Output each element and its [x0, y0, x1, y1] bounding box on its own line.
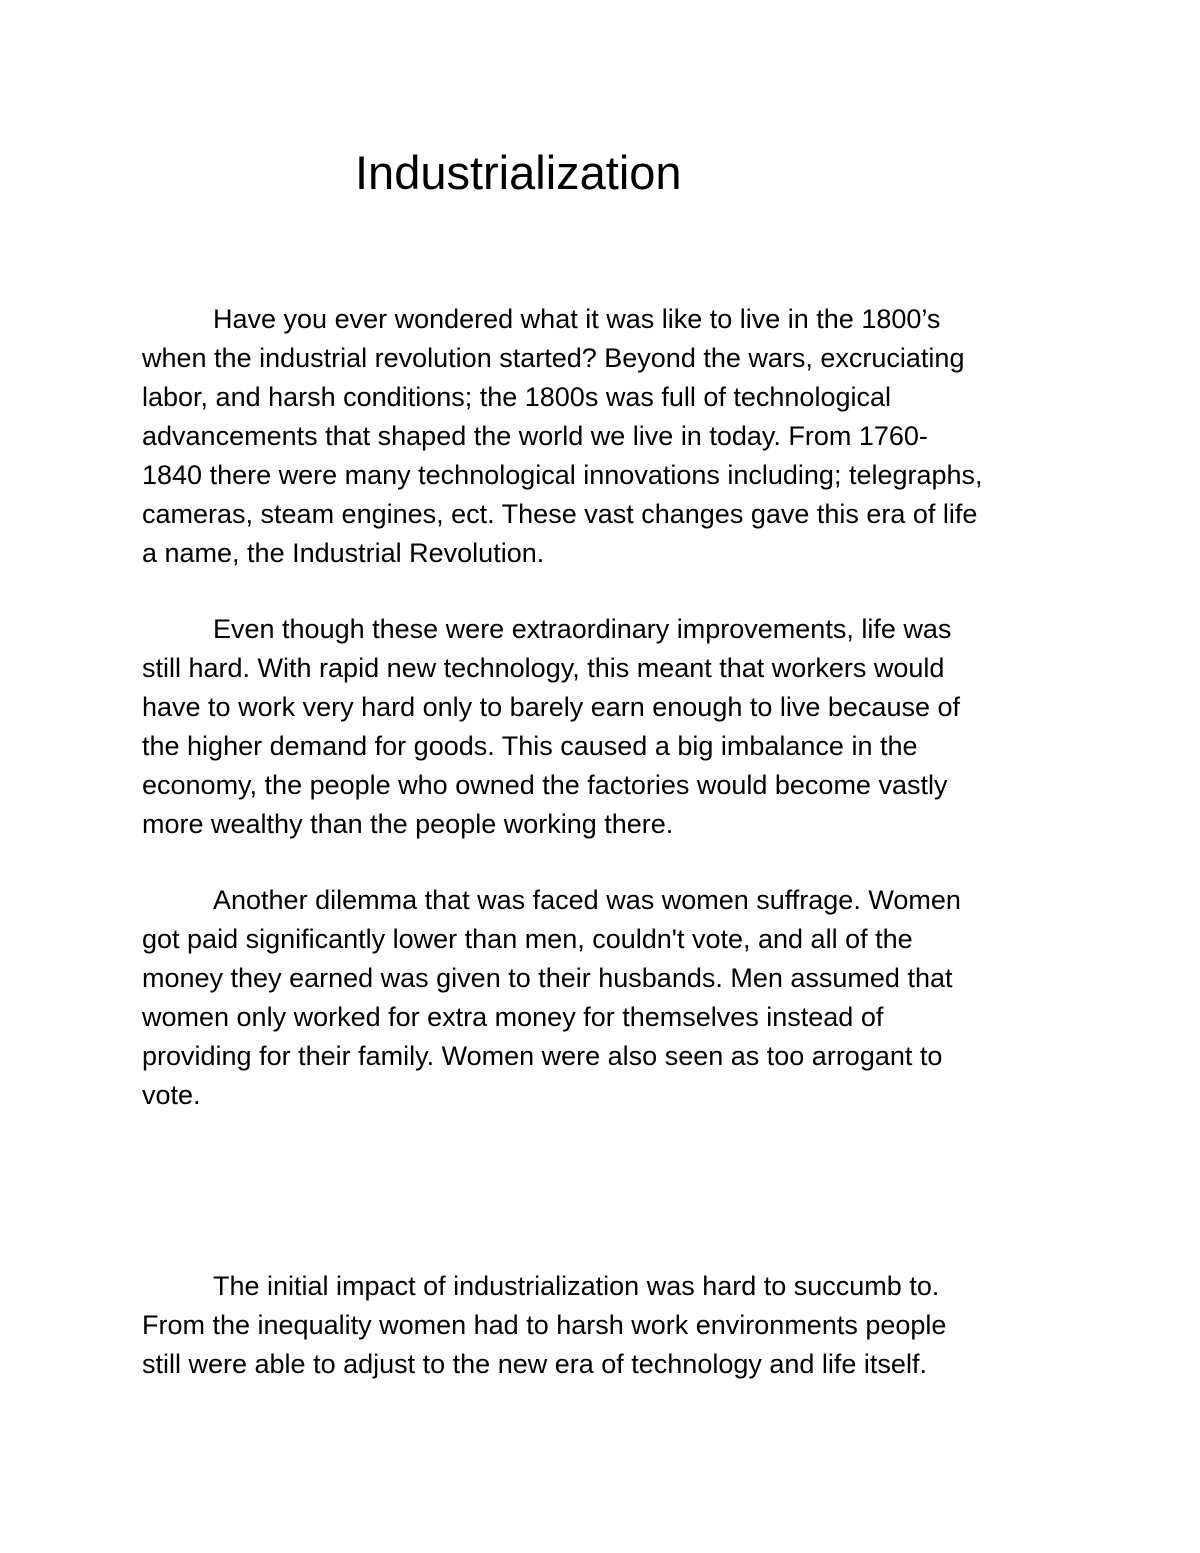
document-title: Industrialization	[355, 146, 682, 199]
paragraph-line: still hard. With rapid new technology, this meant that workers would	[142, 653, 945, 683]
paragraph-line: when the industrial revolution started? Beyond the wars, excruciating	[142, 343, 965, 373]
paragraph-line: From the inequality women had to harsh work environments people	[142, 1310, 947, 1340]
paragraph-line: got paid significantly lower than men, couldn't vote, and all of the	[142, 924, 913, 954]
paragraph-line: The initial impact of industrialization was hard to succumb to.	[213, 1271, 940, 1301]
paragraph-line: advancements that shaped the world we live in today. From 1760-	[142, 421, 928, 451]
paragraph-2	[142, 610, 1072, 844]
paragraph-line: women only worked for extra money for themselves instead of	[142, 1002, 884, 1032]
paragraph-3	[142, 881, 1072, 1115]
paragraph-line: Even though these were extraordinary improvements, life was	[213, 614, 952, 644]
paragraph-line: still were able to adjust to the new era of technology and life itself.	[142, 1349, 927, 1379]
paragraph-line: 1840 there were many technological innovations including; telegraphs,	[142, 460, 983, 490]
paragraph-line: economy, the people who owned the factories would become vastly	[142, 770, 948, 800]
paragraph-1	[142, 300, 1072, 573]
paragraph-line: labor, and harsh conditions; the 1800s was full of technological	[142, 382, 891, 412]
paragraph-4	[142, 1267, 1072, 1384]
paragraph-line: cameras, steam engines, ect. These vast changes gave this era of life	[142, 499, 978, 529]
paragraph-line: more wealthy than the people working there.	[142, 809, 674, 839]
paragraph-line: Another dilemma that was faced was women suffrage. Women	[213, 885, 961, 915]
paragraph-line: money they earned was given to their husbands. Men assumed that	[142, 963, 953, 993]
paragraph-line: have to work very hard only to barely earn enough to live because of	[142, 692, 960, 722]
paragraph-line: vote.	[142, 1080, 201, 1110]
paragraph-line: a name, the Industrial Revolution.	[142, 538, 545, 568]
paragraph-line: Have you ever wondered what it was like to live in the 1800’s	[213, 304, 941, 334]
paragraph-line: providing for their family. Women were also seen as too arrogant to	[142, 1041, 943, 1071]
paragraph-line: the higher demand for goods. This caused a big imbalance in the	[142, 731, 918, 761]
